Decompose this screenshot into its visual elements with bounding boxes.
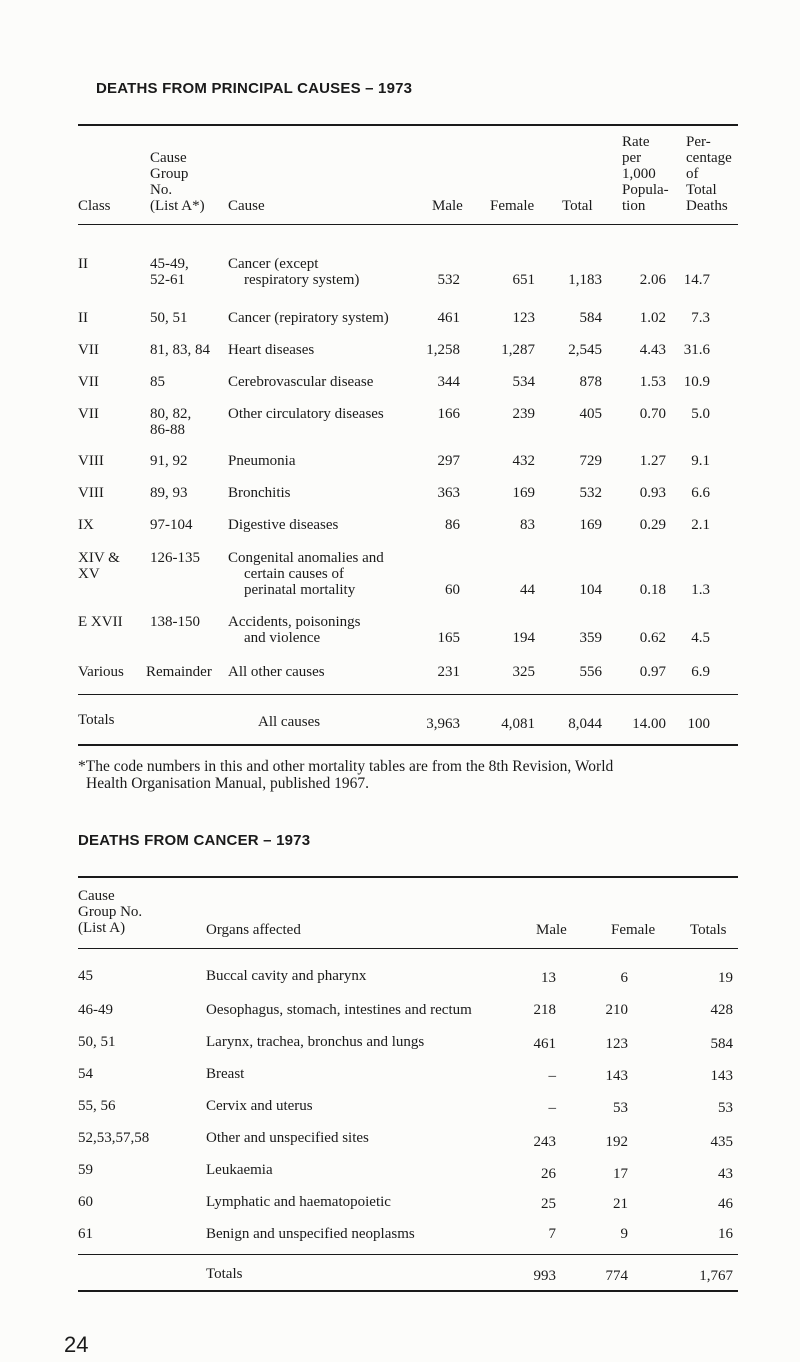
table2-totals-rule xyxy=(78,1254,738,1255)
group-cell: 59 xyxy=(78,1162,93,1178)
table2-title: DEATHS FROM CANCER – 1973 xyxy=(78,832,311,849)
rate-cell: 2.06 xyxy=(639,272,666,288)
organs-cell: Benign and unspecified neoplasms xyxy=(206,1226,415,1242)
male-cell: 218 xyxy=(533,1002,556,1018)
header-total: Total xyxy=(562,198,593,214)
class-cell: XV xyxy=(78,566,100,582)
class-cell: XIV & xyxy=(78,550,120,566)
group-cell: 60 xyxy=(78,1194,93,1210)
cause-cell: certain causes of xyxy=(244,566,344,582)
male-cell: 7 xyxy=(548,1226,556,1242)
t2-header-organs: Organs affected xyxy=(206,922,301,938)
table2-bottom-rule xyxy=(78,1290,738,1292)
totals-label: Totals xyxy=(78,712,115,728)
rate-cell: 1.53 xyxy=(639,374,666,390)
female-cell: 44 xyxy=(520,582,535,598)
total-cell: 104 xyxy=(579,582,602,598)
female-cell: 123 xyxy=(605,1036,628,1052)
total-cell: 532 xyxy=(579,485,602,501)
rate-cell: 0.70 xyxy=(639,406,666,422)
cause-cell: Other circulatory diseases xyxy=(228,406,384,422)
male-cell: – xyxy=(548,1068,556,1084)
header-group-3: No. xyxy=(150,182,173,198)
pct-cell: 4.5 xyxy=(691,630,710,646)
male-cell: 26 xyxy=(541,1166,556,1182)
pct-cell: 9.1 xyxy=(691,453,710,469)
class-cell: Various xyxy=(78,664,124,680)
total-cell: 556 xyxy=(579,664,602,680)
pct-cell: 14.7 xyxy=(683,272,710,288)
cause-cell: Congenital anomalies and xyxy=(228,550,384,566)
group-cell: 81, 83, 84 xyxy=(150,342,210,358)
table1-top-rule xyxy=(78,124,738,126)
class-cell: VII xyxy=(78,406,99,422)
totals-pct: 100 xyxy=(687,716,710,732)
header-female: Female xyxy=(490,198,535,214)
female-cell: 239 xyxy=(512,406,535,422)
female-cell: 192 xyxy=(605,1134,628,1150)
female-cell: 432 xyxy=(512,453,535,469)
group-cell: 54 xyxy=(78,1066,93,1082)
t2-header-group-2: Group No. xyxy=(78,904,143,920)
pct-cell: 2.1 xyxy=(691,517,710,533)
t2-header-group-1: Cause xyxy=(78,888,115,904)
page-number: 24 xyxy=(64,1332,89,1357)
cause-cell: and violence xyxy=(244,630,321,646)
header-pct-3: of xyxy=(686,166,699,182)
table1-totals-rule xyxy=(78,694,738,695)
group-cell: Remainder xyxy=(146,664,212,680)
header-rate-4: Popula- xyxy=(622,182,669,198)
male-cell: 243 xyxy=(533,1134,556,1150)
totals-total: 8,044 xyxy=(568,716,602,732)
footnote-line-1: *The code numbers in this and other mortality tables are from the 8th Revision, World xyxy=(78,758,614,775)
cause-cell: Cerebrovascular disease xyxy=(228,374,374,390)
header-rate-1: Rate xyxy=(622,134,650,150)
male-cell: 166 xyxy=(437,406,460,422)
male-cell: 344 xyxy=(437,374,460,390)
group-cell: 126-135 xyxy=(150,550,200,566)
pct-cell: 6.6 xyxy=(691,485,710,501)
group-cell: 45-49, xyxy=(150,256,189,272)
cause-cell: Accidents, poisonings xyxy=(228,614,361,630)
organs-cell: Buccal cavity and pharynx xyxy=(206,968,367,984)
female-cell: 194 xyxy=(512,630,535,646)
header-group-1: Cause xyxy=(150,150,187,166)
organs-cell: Other and unspecified sites xyxy=(206,1130,369,1146)
t2-totals-male: 993 xyxy=(533,1268,556,1284)
totals-male: 3,963 xyxy=(426,716,460,732)
male-cell: 25 xyxy=(541,1196,556,1212)
total-cell: 169 xyxy=(579,517,602,533)
female-cell: 651 xyxy=(512,272,535,288)
t2-totals-female: 774 xyxy=(605,1268,628,1284)
group-cell: 61 xyxy=(78,1226,93,1242)
cause-cell: Digestive diseases xyxy=(228,517,339,533)
cause-cell: perinatal mortality xyxy=(244,582,356,598)
rate-cell: 0.29 xyxy=(639,517,666,533)
male-cell: 297 xyxy=(437,453,460,469)
totals-cell: 143 xyxy=(710,1068,733,1084)
header-rate-5: tion xyxy=(622,198,646,214)
class-cell: VIII xyxy=(78,485,104,501)
class-cell: VII xyxy=(78,342,99,358)
t2-header-female: Female xyxy=(611,922,656,938)
male-cell: 461 xyxy=(533,1036,556,1052)
male-cell: 13 xyxy=(541,970,556,986)
group-cell: 138-150 xyxy=(150,614,200,630)
rate-cell: 0.62 xyxy=(639,630,666,646)
pct-cell: 5.0 xyxy=(691,406,710,422)
female-cell: 123 xyxy=(512,310,535,326)
totals-cell: 428 xyxy=(710,1002,733,1018)
class-cell: VII xyxy=(78,374,99,390)
group-cell: 89, 93 xyxy=(150,485,188,501)
totals-cell: 43 xyxy=(718,1166,733,1182)
class-cell: VIII xyxy=(78,453,104,469)
t2-header-group-3: (List A) xyxy=(78,920,126,936)
pct-cell: 10.9 xyxy=(683,374,710,390)
pct-cell: 6.9 xyxy=(691,664,710,680)
total-cell: 2,545 xyxy=(568,342,602,358)
totals-cause: All causes xyxy=(258,714,321,730)
total-cell: 729 xyxy=(579,453,602,469)
totals-female: 4,081 xyxy=(501,716,535,732)
female-cell: 6 xyxy=(620,970,628,986)
group-cell: 52-61 xyxy=(150,272,185,288)
cause-cell: Heart diseases xyxy=(228,342,315,358)
pct-cell: 31.6 xyxy=(683,342,710,358)
header-male: Male xyxy=(432,198,463,214)
group-cell: 80, 82, xyxy=(150,406,192,422)
pct-cell: 7.3 xyxy=(691,310,710,326)
totals-rate: 14.00 xyxy=(632,716,666,732)
female-cell: 17 xyxy=(613,1166,628,1182)
organs-cell: Oesophagus, stomach, intestines and rectum xyxy=(206,1002,472,1018)
totals-cell: 53 xyxy=(718,1100,733,1116)
group-cell: 55, 56 xyxy=(78,1098,116,1114)
cause-cell: Bronchitis xyxy=(228,485,291,501)
male-cell: 86 xyxy=(445,517,460,533)
totals-cell: 19 xyxy=(718,970,733,986)
total-cell: 878 xyxy=(579,374,602,390)
rate-cell: 0.97 xyxy=(639,664,666,680)
male-cell: 532 xyxy=(437,272,460,288)
t2-totals-totals: 1,767 xyxy=(699,1268,733,1284)
female-cell: 143 xyxy=(605,1068,628,1084)
table2-top-rule xyxy=(78,876,738,878)
header-group-2: Group xyxy=(150,166,189,182)
organs-cell: Leukaemia xyxy=(206,1162,273,1178)
table1-header-rule xyxy=(78,224,738,225)
table1-title: DEATHS FROM PRINCIPAL CAUSES – 1973 xyxy=(96,80,413,97)
totals-cell: 46 xyxy=(718,1196,733,1212)
table1-bottom-rule xyxy=(78,744,738,746)
organs-cell: Lymphatic and haematopoietic xyxy=(206,1194,391,1210)
header-pct-2: centage xyxy=(686,150,732,166)
header-pct-1: Per- xyxy=(686,134,711,150)
female-cell: 1,287 xyxy=(501,342,535,358)
male-cell: – xyxy=(548,1100,556,1116)
female-cell: 210 xyxy=(605,1002,628,1018)
total-cell: 359 xyxy=(579,630,602,646)
group-cell: 52,53,57,58 xyxy=(78,1130,150,1146)
male-cell: 231 xyxy=(437,664,460,680)
rate-cell: 0.93 xyxy=(639,485,666,501)
class-cell: E XVII xyxy=(78,614,123,630)
t2-header-male: Male xyxy=(536,922,567,938)
rate-cell: 1.02 xyxy=(639,310,666,326)
organs-cell: Larynx, trachea, bronchus and lungs xyxy=(206,1034,425,1050)
header-rate-3: 1,000 xyxy=(622,166,656,182)
total-cell: 405 xyxy=(579,406,602,422)
totals-cell: 435 xyxy=(710,1134,733,1150)
male-cell: 60 xyxy=(445,582,460,598)
header-pct-4: Total xyxy=(686,182,717,198)
cause-cell: Cancer (repiratory system) xyxy=(228,310,389,326)
female-cell: 83 xyxy=(520,517,535,533)
rate-cell: 1.27 xyxy=(639,453,666,469)
header-group-4: (List A*) xyxy=(150,198,205,214)
header-class: Class xyxy=(78,198,111,214)
female-cell: 21 xyxy=(613,1196,628,1212)
rate-cell: 0.18 xyxy=(639,582,666,598)
female-cell: 325 xyxy=(512,664,535,680)
male-cell: 1,258 xyxy=(426,342,460,358)
header-pct-5: Deaths xyxy=(686,198,728,214)
cause-cell: All other causes xyxy=(228,664,325,680)
footnote-line-2: Health Organisation Manual, published 1967. xyxy=(86,775,369,792)
female-cell: 169 xyxy=(512,485,535,501)
organs-cell: Cervix and uterus xyxy=(206,1098,313,1114)
totals-cell: 16 xyxy=(718,1226,733,1242)
header-rate-2: per xyxy=(622,150,642,166)
male-cell: 363 xyxy=(437,485,460,501)
class-cell: IX xyxy=(78,517,94,533)
cause-cell: respiratory system) xyxy=(244,272,360,288)
cause-cell: Pneumonia xyxy=(228,453,296,469)
t2-totals-label: Totals xyxy=(206,1266,243,1282)
female-cell: 53 xyxy=(613,1100,628,1116)
t2-header-totals: Totals xyxy=(690,922,727,938)
table2-header-rule xyxy=(78,948,738,949)
totals-cell: 584 xyxy=(710,1036,733,1052)
group-cell: 86-88 xyxy=(150,422,185,438)
male-cell: 461 xyxy=(437,310,460,326)
group-cell: 85 xyxy=(150,374,165,390)
rate-cell: 4.43 xyxy=(639,342,666,358)
group-cell: 91, 92 xyxy=(150,453,188,469)
class-cell: II xyxy=(78,310,88,326)
class-cell: II xyxy=(78,256,88,272)
male-cell: 165 xyxy=(437,630,460,646)
group-cell: 50, 51 xyxy=(78,1034,116,1050)
group-cell: 97-104 xyxy=(150,517,193,533)
total-cell: 1,183 xyxy=(568,272,602,288)
group-cell: 45 xyxy=(78,968,93,984)
group-cell: 50, 51 xyxy=(150,310,188,326)
cause-cell: Cancer (except xyxy=(228,256,319,272)
organs-cell: Breast xyxy=(206,1066,245,1082)
pct-cell: 1.3 xyxy=(691,582,710,598)
total-cell: 584 xyxy=(579,310,602,326)
female-cell: 534 xyxy=(512,374,535,390)
header-cause: Cause xyxy=(228,198,265,214)
female-cell: 9 xyxy=(620,1226,628,1242)
group-cell: 46-49 xyxy=(78,1002,113,1018)
